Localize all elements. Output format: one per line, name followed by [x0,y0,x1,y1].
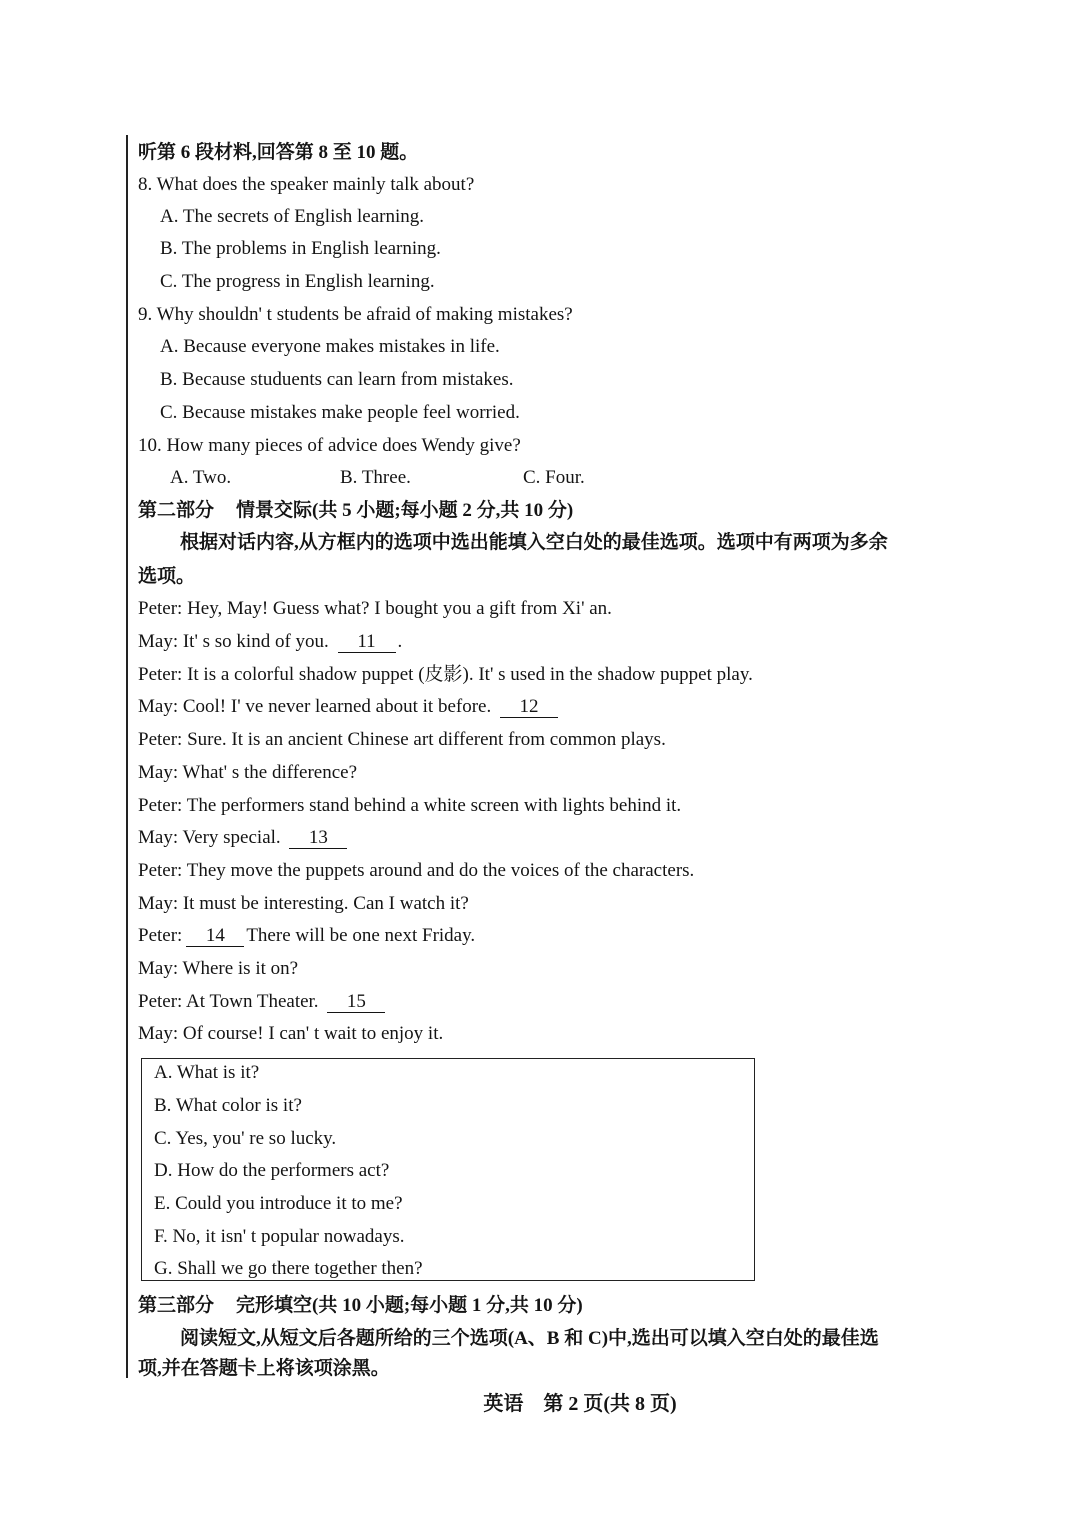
listening-intro: 听第 6 段材料,回答第 8 至 10 题。 [138,142,419,163]
dialogue-line [138,826,347,850]
box-option-f: F. No, it isn' t popular nowadays. [154,1226,405,1247]
dialogue-text: The performers stand behind a white screen with lights behind it. [186,795,682,816]
dialogue-text: At Town Theater. [186,991,319,1012]
box-option-b: B. What color is it? [154,1095,302,1116]
answer-blank-12: 12 [500,697,558,718]
speaker: Peter: [138,991,183,1012]
dialogue-line [138,957,298,981]
speaker: Peter: [138,925,183,946]
question-9-stem: 9. Why shouldn' t students be afraid of making mistakes? [138,304,573,325]
section-3-instruction-line-2: 项,并在答题卡上将该项涂黑。 [138,1358,390,1379]
answer-blank-15: 15 [327,992,385,1013]
speaker: May: [138,696,179,717]
dialogue-line [138,924,475,948]
dialogue-text: Sure. It is an ancient Chinese art different from common plays. [187,729,666,750]
answer-blank-11: 11 [338,632,396,653]
left-margin-rule [126,135,128,1378]
answer-blank-13: 13 [289,828,347,849]
speaker: Peter: [138,598,183,619]
speaker: May: [138,958,179,979]
speaker: May: [138,631,179,652]
speaker: May: [138,1023,179,1044]
dialogue-line [138,892,469,916]
speaker: May: [138,762,179,783]
options-box [141,1058,755,1281]
speaker: Peter: [138,664,183,685]
dialogue-text: Where is it on? [182,958,299,979]
dialogue-line [138,728,666,752]
dialogue-text: Cool! I' ve never learned about it before. [182,696,492,717]
dialogue-line [138,859,694,883]
section-2-instruction-line-2: 选项。 [138,566,196,587]
page-footer: 英语 第 2 页(共 8 页) [483,1393,677,1415]
question-8-option-b: B. The problems in English learning. [160,238,441,259]
dialogue-line [138,1022,443,1046]
question-9-option-b: B. Because studuents can learn from mistakes. [160,369,514,390]
box-option-c: C. Yes, you' re so lucky. [154,1128,337,1149]
question-8-stem: 8. What does the speaker mainly talk about? [138,174,475,195]
section-3-title: 完形填空(共 10 小题;每小题 1 分,共 10 分) [236,1295,583,1316]
dialogue-text: It is a colorful shadow puppet (皮影). It' s used in the shadow puppet play. [187,664,753,685]
section-3-instruction-line-1: 阅读短文,从短文后各题所给的三个选项(A、B 和 C)中,选出可以填入空白处的最佳选 [180,1328,879,1349]
dialogue-line [138,794,681,818]
box-option-a: A. What is it? [154,1062,260,1083]
section-2-label: 第二部分 [138,500,215,521]
dialogue-text-after: . [397,631,403,652]
dialogue-text: Very special. [182,827,281,848]
speaker: Peter: [138,729,183,750]
box-option-e: E. Could you introduce it to me? [154,1193,403,1214]
speaker: Peter: [138,860,183,881]
question-9-option-a: A. Because everyone makes mistakes in life. [160,336,500,357]
speaker: Peter: [138,795,183,816]
question-10-options [0,466,1080,490]
dialogue-line [138,990,385,1014]
section-2-instruction-line-1: 根据对话内容,从方框内的选项中选出能填入空白处的最佳选项。选项中有两项为多余 [180,532,888,553]
box-option-g: G. Shall we go there together then? [154,1258,423,1279]
question-10-option-a: A. Two. [170,467,232,488]
dialogue-line [138,663,753,687]
dialogue-text: Of course! I can' t wait to enjoy it. [182,1023,444,1044]
dialogue-text: Hey, May! Guess what? I bought you a gift from Xi' an. [187,598,612,619]
section-3-label: 第三部分 [138,1295,215,1316]
dialogue-text: They move the puppets around and do the voices of the characters. [186,860,695,881]
box-option-d: D. How do the performers act? [154,1160,390,1181]
speaker: May: [138,827,179,848]
section-2-heading [138,499,573,523]
dialogue-line [138,695,558,719]
question-9-option-c: C. Because mistakes make people feel worried. [160,402,520,423]
dialogue-text: It' s so kind of you. [182,631,329,652]
dialogue-line [138,597,612,621]
section-3-heading [138,1294,583,1318]
speaker: May: [138,893,179,914]
dialogue-line [138,630,402,654]
dialogue-text: What' s the difference? [182,762,358,783]
question-10-option-c: C. Four. [523,467,585,488]
answer-blank-14: 14 [186,926,244,947]
question-10-stem: 10. How many pieces of advice does Wendy give? [138,435,521,456]
section-2-title: 情景交际(共 5 小题;每小题 2 分,共 10 分) [236,500,574,521]
question-10-option-b: B. Three. [340,467,411,488]
dialogue-line [138,761,357,785]
dialogue-text-after: There will be one next Friday. [246,925,476,946]
question-8-option-c: C. The progress in English learning. [160,271,435,292]
question-8-option-a: A. The secrets of English learning. [160,206,424,227]
dialogue-text: It must be interesting. Can I watch it? [182,893,469,914]
